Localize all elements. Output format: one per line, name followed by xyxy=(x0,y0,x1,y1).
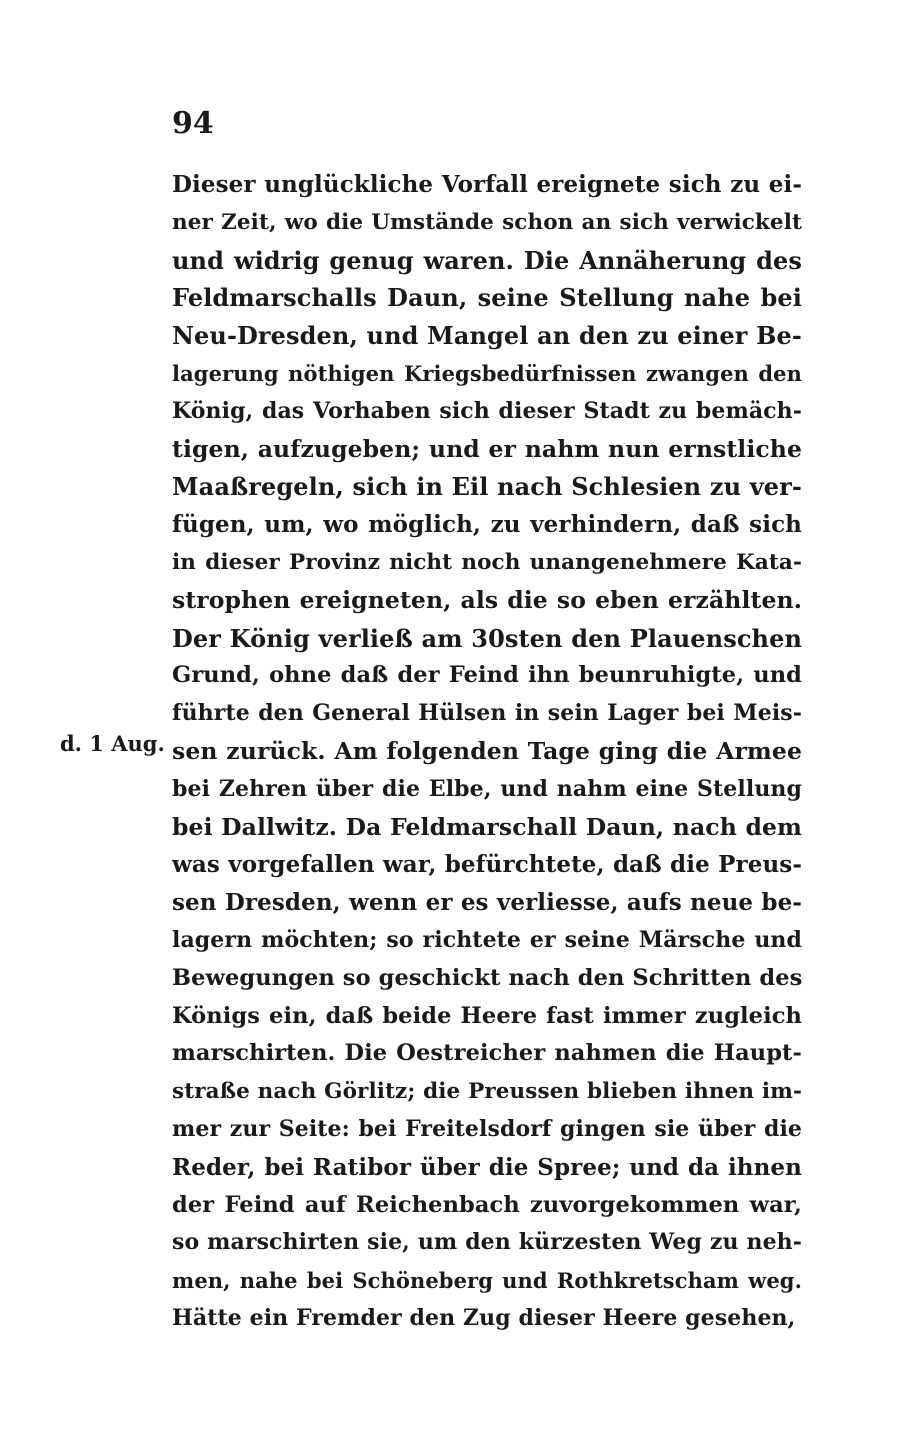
text-line: was vorgefallen war, befürchtete, daß die Preus- xyxy=(172,851,802,879)
text-line: mer zur Seite: bei Freitelsdorf gingen sie über die xyxy=(172,1115,802,1142)
text-line: sen zurück. Am folgenden Tage ging die Armee xyxy=(172,736,802,765)
text-line: straße nach Görlitz; die Preussen blieben ihnen im- xyxy=(172,1079,802,1105)
text-line: Bewegungen so geschickt nach den Schritten des xyxy=(172,964,803,991)
text-line: Maaßregeln, sich in Eil nach Schlesien zu ver- xyxy=(172,472,802,502)
text-line: strophen ereigneten, als die so eben erzählten. xyxy=(172,585,802,614)
text-line: lagerung nöthigen Kriegsbedürfnissen zwangen den xyxy=(172,360,802,386)
text-line: Neu-Dresden, und Mangel an den zu einer Be- xyxy=(172,321,802,351)
text-line: und widrig genug waren. Die Annäherung des xyxy=(172,245,802,275)
text-line: Reder, bei Ratibor über die Spree; und da ihnen xyxy=(172,1153,802,1181)
body-text xyxy=(172,166,802,1338)
text-line: marschirten. Die Oestreicher nahmen die Haupt- xyxy=(172,1040,802,1067)
text-line: Königs ein, daß beide Heere fast immer zugleich xyxy=(172,1002,802,1029)
text-line: bei Zehren über die Elbe, und nahm eine Stellung xyxy=(172,775,802,802)
text-line: Dieser unglückliche Vorfall ereignete sich zu ei- xyxy=(172,171,802,198)
text-line: König, das Vorhaben sich dieser Stadt zu bemäch- xyxy=(172,397,802,424)
text-line: führte den General Hülsen in sein Lager bei Meis- xyxy=(172,700,802,727)
text-line: der Feind auf Reichenbach zuvorgekommen war, xyxy=(172,1191,802,1218)
text-line: in dieser Provinz nicht noch unangenehmere Kata- xyxy=(172,549,802,575)
text-line: Der König verließ am 30sten den Plauenschen xyxy=(172,623,802,653)
text-line: fügen, um, wo möglich, zu verhindern, daß sich xyxy=(172,511,802,539)
margin-date-note: d. 1 Aug. xyxy=(60,731,165,756)
text-line: Grund, ohne daß der Feind ihn beunruhigte, und xyxy=(172,662,802,689)
page-number: 94 xyxy=(172,106,214,141)
text-line: bei Dallwitz. Da Feldmarschall Daun, nach dem xyxy=(172,812,802,841)
text-line: men, nahe bei Schöneberg und Rothkretscham weg. xyxy=(172,1268,802,1294)
text-line: ner Zeit, wo die Umstände schon an sich verwickelt xyxy=(172,209,802,235)
text-line: so marschirten sie, um den kürzesten Weg zu neh- xyxy=(172,1229,802,1256)
text-line: Feldmarschalls Daun, seine Stellung nahe bei xyxy=(172,283,802,313)
text-line: tigen, aufzugeben; und er nahm nun ernstliche xyxy=(172,434,802,463)
text-line: Hätte ein Fremder den Zug dieser Heere gesehen, xyxy=(172,1304,796,1331)
text-line: lagern möchten; so richtete er seine Märsche und xyxy=(172,926,802,953)
text-line: sen Dresden, wenn er es verliesse, aufs neue be- xyxy=(172,889,802,917)
